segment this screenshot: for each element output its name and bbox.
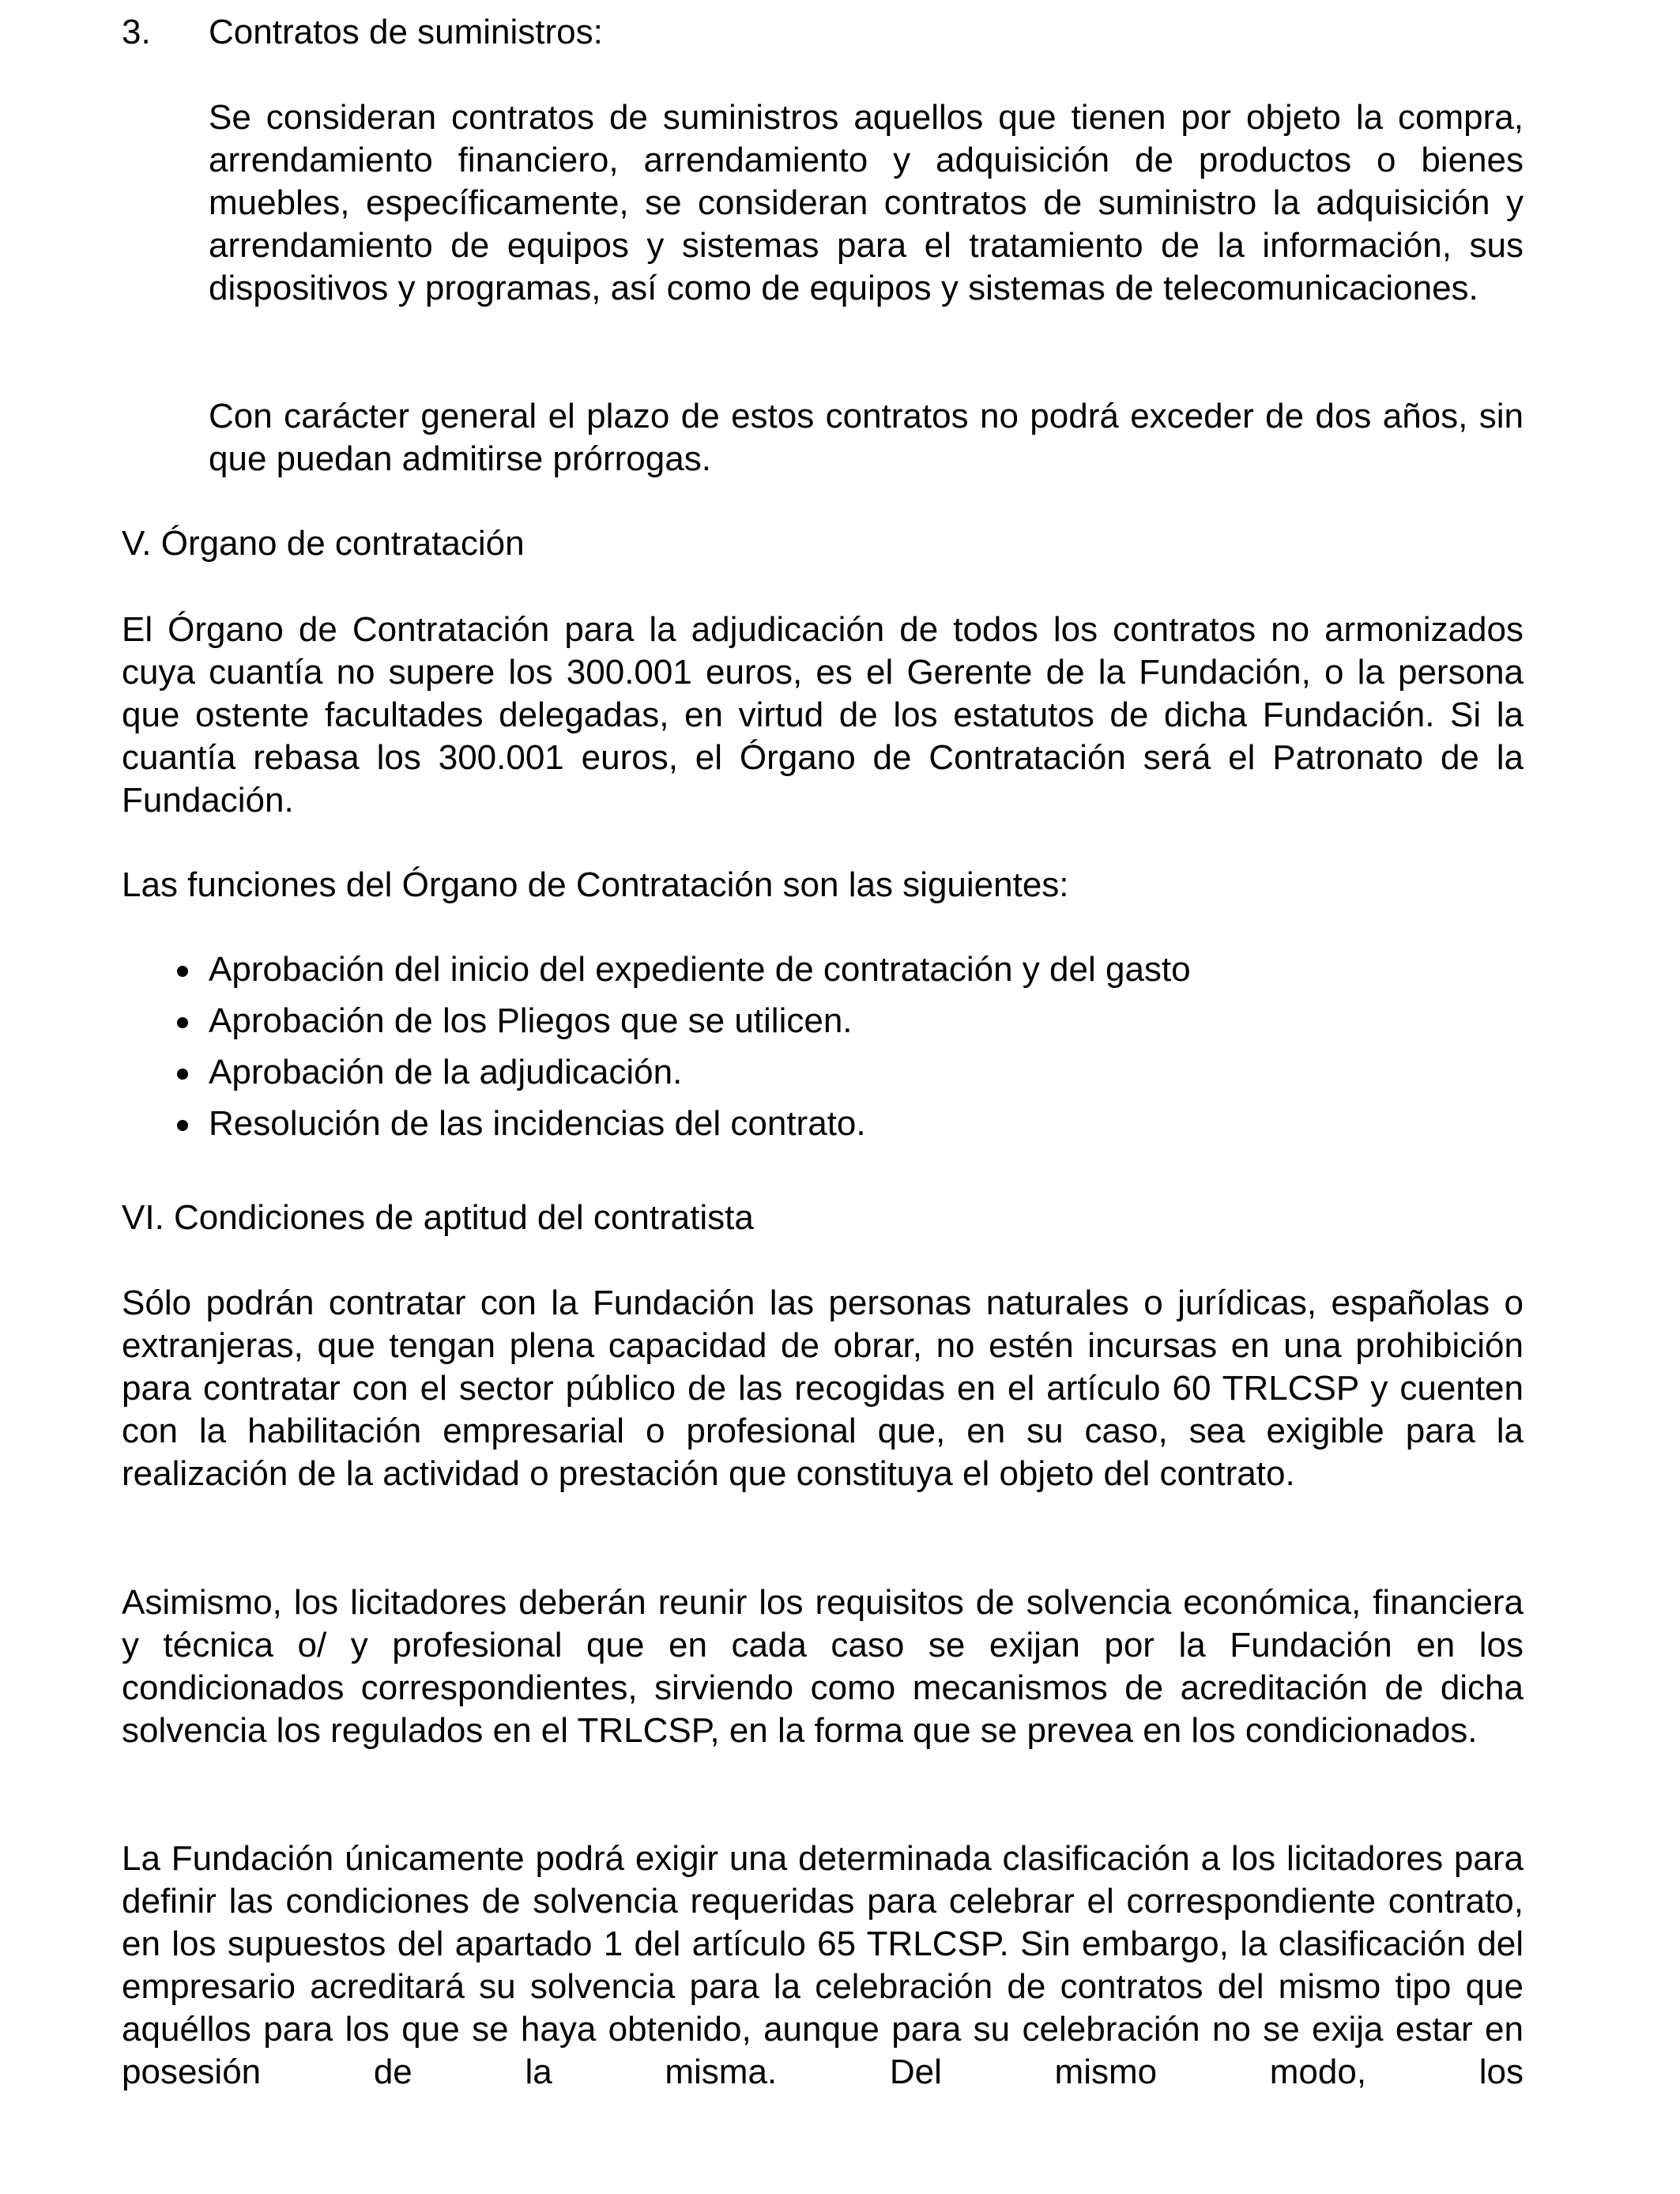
- list-item-text: Aprobación de los Pliegos que se utilicen.: [209, 1001, 853, 1040]
- list-item: [122, 948, 1524, 1000]
- list-item-text: Aprobación de la adjudicación.: [209, 1053, 683, 1091]
- section-vi-paragraph-2: Asimismo, los licitadores deberán reunir los requisitos de solvencia económica, financiera y técnica o/ y profesional que en cada caso se exijan por la Fundación en los condicionados correspondientes, sirviendo como mecanismos de acreditación de dicha solvencia los regulados en el TRLCSP, en la forma que se prevea en los condicionados.: [122, 1583, 1524, 1750]
- list-item: [122, 1103, 1524, 1154]
- section-3-number: 3.: [122, 13, 151, 51]
- functions-list: [122, 948, 1524, 1154]
- list-item-text: Aprobación del inicio del expediente de contratación y del gasto: [209, 950, 1191, 989]
- section-v-heading: V. Órgano de contratación: [122, 524, 525, 563]
- list-item: [122, 1000, 1524, 1051]
- section-3-title: Contratos de suministros:: [209, 13, 603, 51]
- bullet-icon: [177, 1017, 188, 1028]
- section-v-functions-intro: Las funciones del Órgano de Contratación son las siguientes:: [122, 865, 1069, 904]
- bullet-icon: [177, 1069, 188, 1080]
- section-3-paragraph-1: Se consideran contratos de suministros aquellos que tienen por objeto la compra, arrendamiento financiero, arrendamiento y adquisición de productos o bienes muebles, específicamente, se consideran contratos de suministro la adquisición y arrendamiento de equipos y sistemas para el tratamiento de la información, sus dispositivos y programas, así como de equipos y sistemas de telecomunicaciones.: [209, 98, 1524, 307]
- section-v-paragraph-1: El Órgano de Contratación para la adjudicación de todos los contratos no armonizados cuya cuantía no supere los 300.001 euros, es el Gerente de la Fundación, o la persona que ostente facultades delegadas, en virtud de los estatutos de dicha Fundación. Si la cuantía rebasa los 300.001 euros, el Órgano de Contratación será el Patronato de la Fundación.: [122, 610, 1524, 820]
- bullet-icon: [177, 966, 188, 977]
- bullet-icon: [177, 1120, 188, 1131]
- list-item-text: Resolución de las incidencias del contrato.: [209, 1104, 866, 1143]
- list-item: [122, 1051, 1524, 1103]
- section-vi-paragraph-3: La Fundación únicamente podrá exigir una determinada clasificación a los licitadores para definir las condiciones de solvencia requeridas para celebrar el correspondiente contrato, en los supuestos del apartado 1 del artículo 65 TRLCSP. Sin embargo, la clasificación del empresario acreditará su solvencia para la celebración de contratos del mismo tipo que aquéllos para los que se haya obtenido, aunque para su celebración no se exija estar en posesión de la misma. Del mismo modo, los: [122, 1839, 1524, 2091]
- section-3-paragraph-2: Con carácter general el plazo de estos contratos no podrá exceder de dos años, sin que puedan admitirse prórrogas.: [209, 397, 1524, 478]
- section-vi-heading: VI. Condiciones de aptitud del contratista: [122, 1198, 754, 1237]
- section-vi-paragraph-1: Sólo podrán contratar con la Fundación las personas naturales o jurídicas, españolas o extranjeras, que tengan plena capacidad de obrar, no estén incursas en una prohibición para contratar con el sector público de las recogidas en el artículo 60 TRLCSP y cuenten con la habilitación empresarial o profesional que, en su caso, sea exigible para la realización de la actividad o prestación que constituya el objeto del contrato.: [122, 1284, 1524, 1493]
